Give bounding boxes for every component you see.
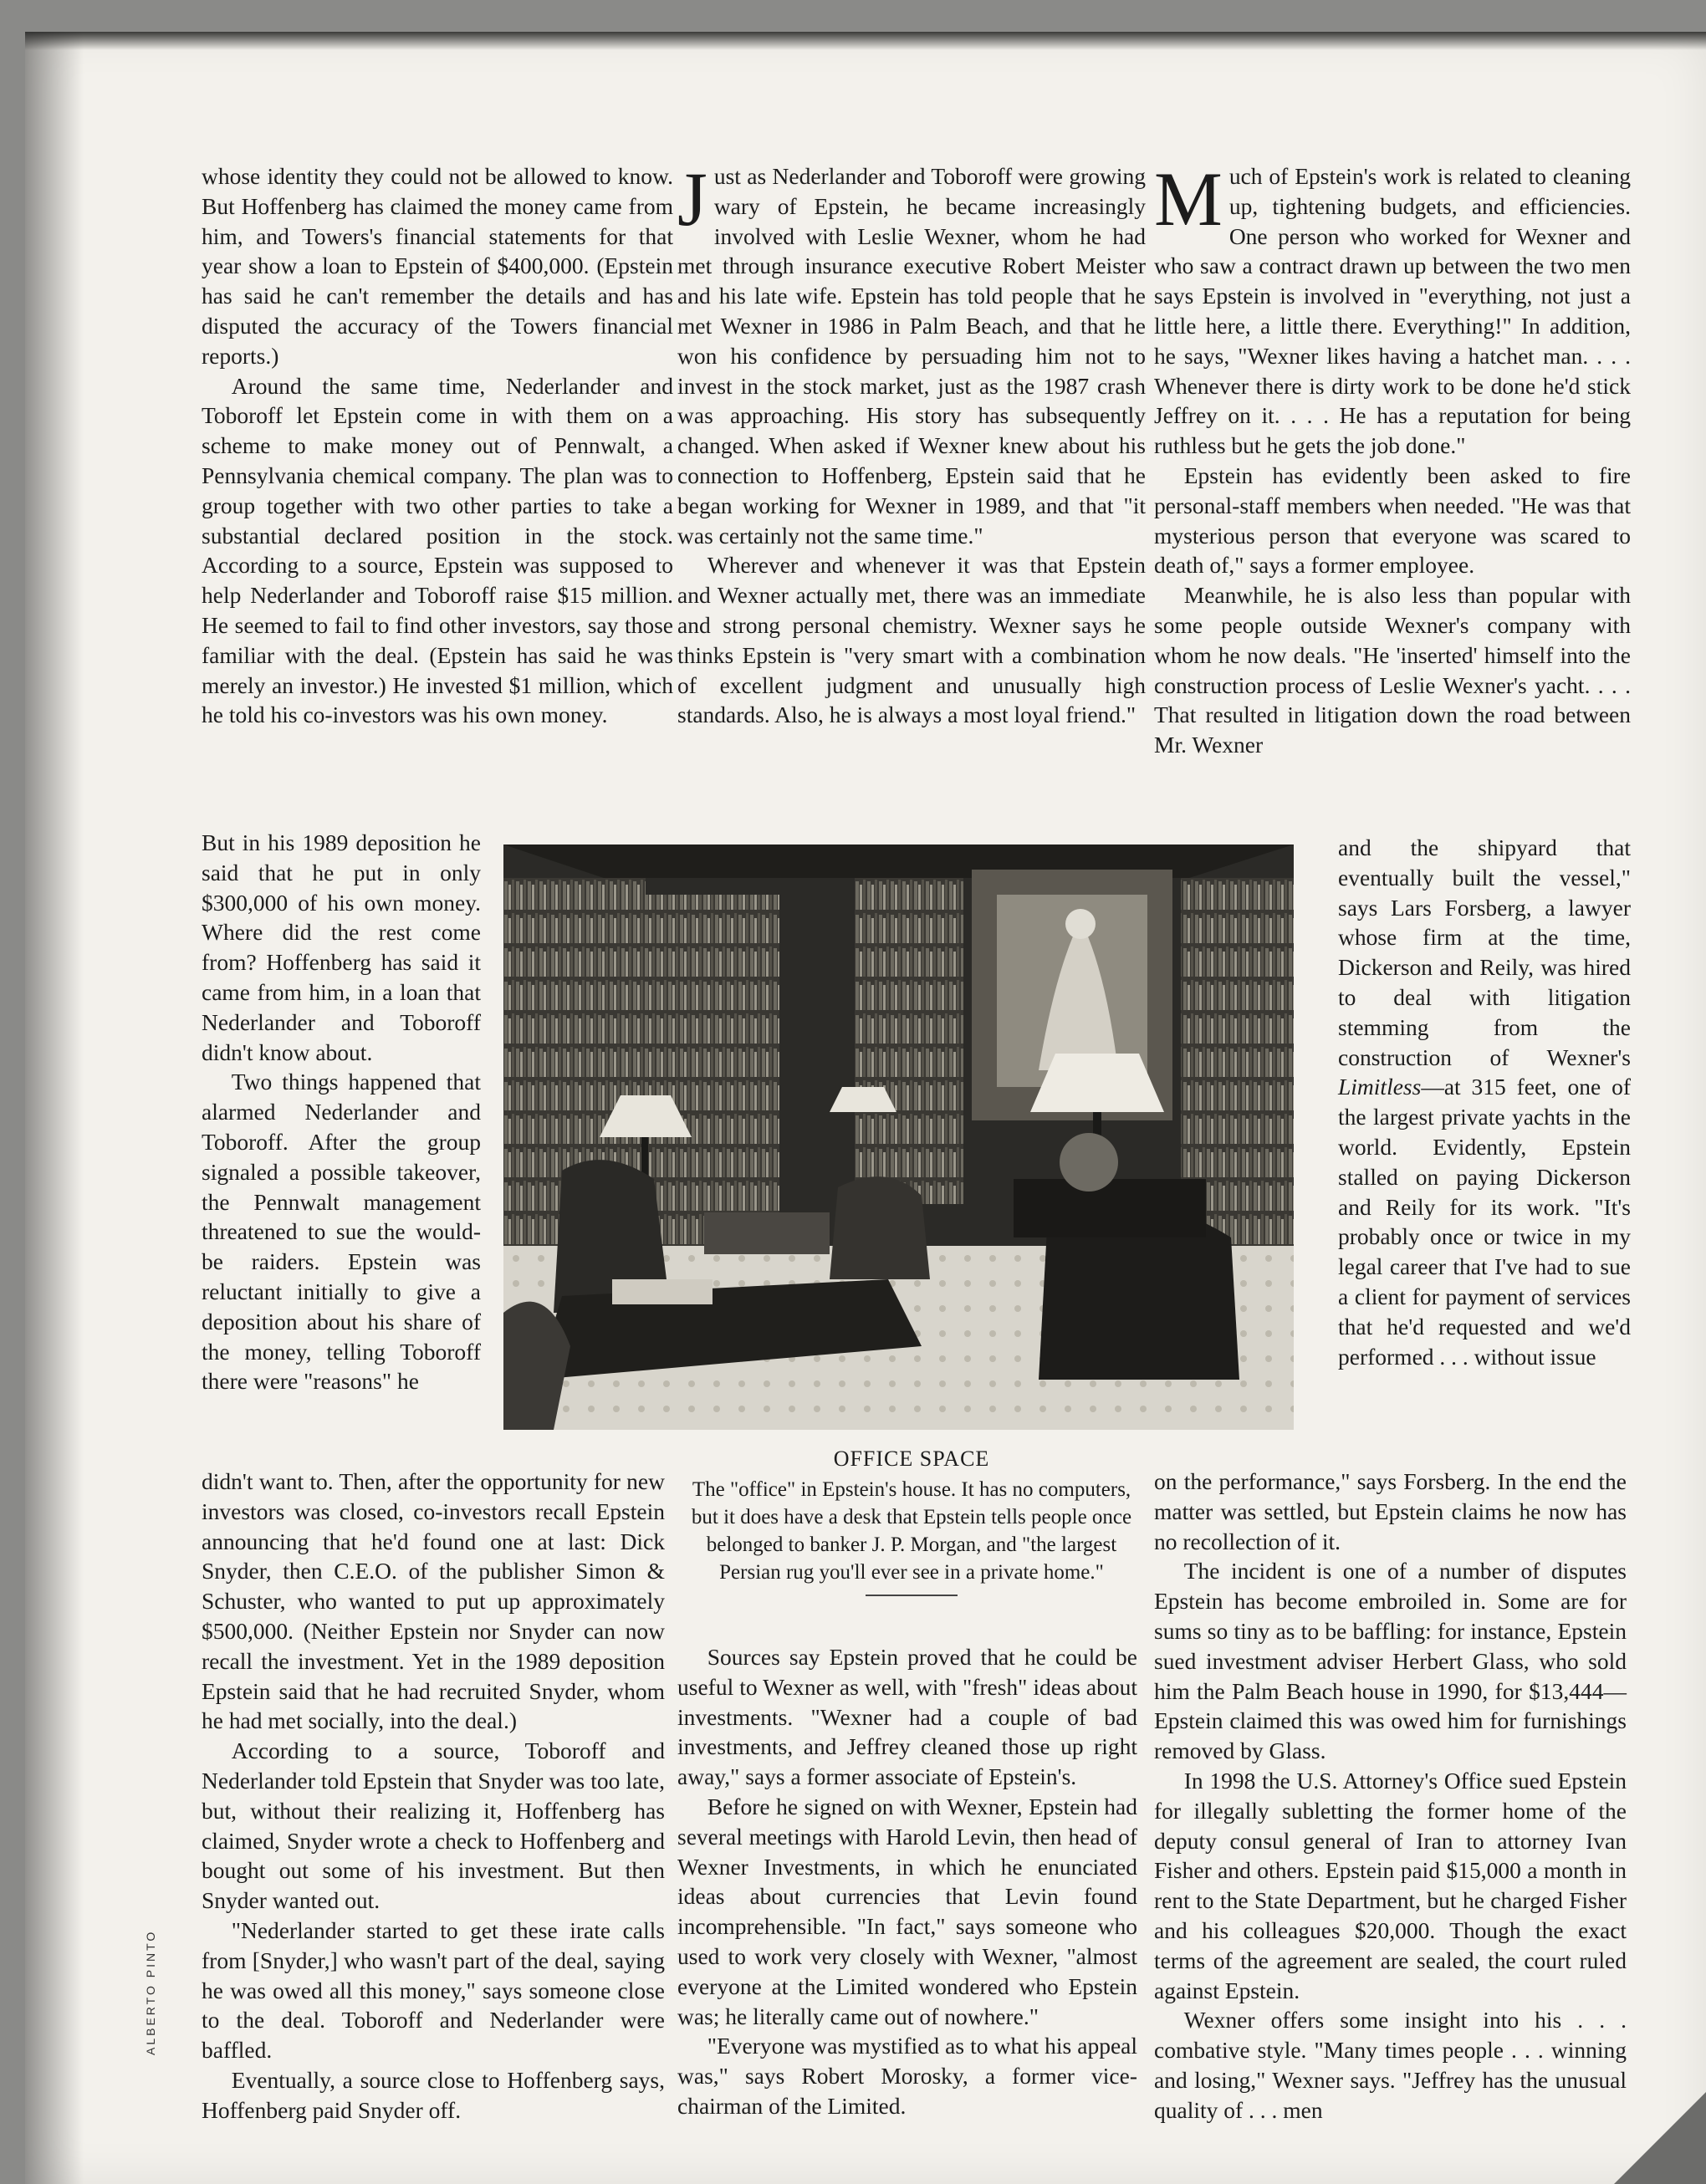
- col3-lower-paragraph-4: Wexner offers some insight into his . . . combative style. "Many times people . . . winning and losing," Wexner says. "Jeffrey has the unusual quality of . . . men: [1154, 2007, 1627, 2123]
- drop-cap-m: M: [1154, 156, 1223, 242]
- page-corner-fold: [1614, 2092, 1706, 2184]
- col3-paragraph-1: [1154, 156, 1631, 461]
- col1-paragraph-1: whose identity they could not be allowed to know. But Hoffenberg has claimed the money came from him, and Towers's financial statements for that year show a loan to Epstein of $400,000. (Epstein has said he can't remember the details and has disputed the accuracy of the Towers financial reports.): [202, 163, 673, 369]
- col2-lower-paragraph-1: Sources say Epstein proved that he could be useful to Wexner as well, with "fresh" ideas about investments. "Wexner had a couple of bad investments, and Jeffrey cleaned those up right away," says a former associate of Epstein's.: [677, 1644, 1137, 1790]
- column-3-wrap: [1338, 833, 1631, 1371]
- col1-paragraph-2: Around the same time, Nederlander and Toboroff let Epstein come in with them on a scheme to make money out of Pennwalt, a Pennsylvania chemical company. The plan was to group together with two other parties to take a substantial declared position in the stock. According to a source, Epstein was supposed to help Nederlander and Toboroff raise $15 million. He seemed to fail to find other investors, say those familiar with the deal. (Epstein has said he was merely an investor.) He invested $1 million, which he told his co-investors was his own money.: [202, 372, 673, 728]
- col3-wrap-text-a: and the shipyard that eventually built the vessel," says Lars Forsberg, a lawyer whose firm at the time, Dickerson and Reily, was hired to deal with litigation stemming from the construction of Wexner's: [1338, 834, 1631, 1070]
- col3-wrap-text-b: —at 315 feet, one of the largest private yachts in the world. Evidently, Epstein stalled on paying Dickerson and Reily for its work. "It's probably once or twice in my legal career that I've had to sue a client for payment of services that he'd requested and we'd performed . . . without issue: [1338, 1074, 1631, 1370]
- col3-wrap-paragraph-1: [1338, 833, 1631, 1371]
- col1-lower-paragraph-2: According to a source, Toboroff and Nederlander told Epstein that Snyder was too late, but, without their realizing it, Hoffenberg has claimed, Snyder wrote a check to Hoffenberg and bought out some of his investment. But then Snyder wanted out.: [202, 1738, 665, 1914]
- drop-cap-j: J: [677, 156, 707, 242]
- caption-body: The "office" in Epstein's house. It has no computers, but it does have a desk that Epstein tells people once belonged to banker J. P. Morgan, and "the largest Persian rug you'll ever see in a private home.": [691, 1478, 1132, 1584]
- col2-paragraph-1: [677, 156, 1146, 550]
- page-top-shadow: [25, 32, 1706, 50]
- col2-lower-paragraph-2: Before he signed on with Wexner, Epstein had several meetings with Harold Levin, then head of Wexner Investments, in which he enunciated ideas about currencies that Levin found incomprehensible. "In fact," says someone who used to work very closely with Wexner, "almost everyone at the Limited wondered who Epstein was; he literally came out of nowhere.": [677, 1793, 1137, 2029]
- column-1: [202, 161, 673, 730]
- col2-lower-paragraph-3: "Everyone was mystified as to what his appeal was," says Robert Morosky, a former vice-chairman of the Limited.: [677, 2033, 1137, 2119]
- col2-paragraph-2: Wherever and whenever it was that Epstein and Wexner actually met, there was an immediate and strong personal chemistry. Wexner says he thinks Epstein is "very smart with a combination of excellent judgment and unusually high standards. Also, he is always a most loyal friend.": [677, 552, 1146, 728]
- caption-rule: [866, 1595, 958, 1596]
- photo-credit: ALBERTO PINTO: [144, 1929, 157, 2055]
- column-3-lower: [1154, 1467, 1627, 2125]
- col3-paragraph-2: Epstein has evidently been asked to fire personal-staff members when needed. "He was that mysterious person that everyone was scared to death of," says a former employee.: [1154, 462, 1631, 579]
- col2-paragraph-1-text: ust as Nederlander and Toboroff were growing wary of Epstein, he became increasingly involved with Leslie Wexner, whom he had met through insurance executive Robert Meister and his late wife. Epstein has told people that he met Wexner in 1986 in Palm Beach, and that he won his confidence by persuading him not to invest in the stock market, just as the 1987 crash was approaching. His story has subsequently changed. When asked if Wexner knew about his connection to Hoffenberg, Epstein said that he began working for Wexner in 1989, and that "it was certainly not the same time.": [677, 163, 1146, 549]
- column-1-lower: [202, 1467, 665, 2125]
- caption-heading: OFFICE SPACE: [833, 1447, 990, 1471]
- col1-wrap-paragraph-2: Two things happened that alarmed Nederlander and Toboroff. After the group signaled a possible takeover, the Pennwalt management threatened to sue the would-be raiders. Epstein was reluctant initially to give a deposition about his share of the money, telling Toboroff there were "reasons" he: [202, 1069, 481, 1395]
- col1-wrap-paragraph-1: But in his 1989 deposition he said that he put in only $300,000 of his own money. Where did the rest come from? Hoffenberg has said it came from him, in a loan that Nederlander and Toboroff didn't know about.: [202, 829, 481, 1065]
- column-2-lower: [677, 1642, 1137, 2121]
- column-2: [677, 156, 1146, 730]
- col3-lower-paragraph-3: In 1998 the U.S. Attorney's Office sued Epstein for illegally subletting the former home of the deputy consul general of Iran to attorney Ivan Fisher and others. Epstein paid $15,000 a month in rent to the State Department, but he charged Fisher and his colleagues $20,000. Though the exact terms of the agreement are sealed, the court ruled against Epstein.: [1154, 1767, 1627, 2003]
- col1-lower-paragraph-4: Eventually, a source close to Hoffenberg says, Hoffenberg paid Snyder off.: [202, 2066, 665, 2123]
- page-binding-shadow: [25, 32, 84, 2184]
- office-photo: [503, 845, 1294, 1430]
- column-3: [1154, 156, 1631, 760]
- col1-lower-paragraph-3: "Nederlander started to get these irate calls from [Snyder,] who wasn't part of the deal, saying he was owed all this money," says someone close to the deal. Toboroff and Nederlander were baffled.: [202, 1916, 665, 2064]
- yacht-name: Limitless: [1338, 1074, 1422, 1100]
- col3-paragraph-1-text: uch of Epstein's work is related to cleaning up, tightening budgets, and efficiencies. One person who worked for Wexner and who saw a contract drawn up between the two men says Epstein is involved in "everything, not just a little here, a little there. Everything!" In addition, he says, "Wexner likes having a hatchet man. . . . Whenever there is dirty work to be done he'd stick Jeffrey on it. . . . He has a reputation for being ruthless but he gets the job done.": [1154, 163, 1631, 459]
- column-1-wrap: [202, 828, 481, 1396]
- col3-paragraph-3: Meanwhile, he is also less than popular with some people outside Wexner's company with whom he now deals. "He 'inserted' himself into the construction process of Leslie Wexner's yacht. . . . That resulted in litigation down the road between Mr. Wexner: [1154, 582, 1631, 758]
- magazine-page: [25, 32, 1706, 2184]
- col3-lower-paragraph-2: The incident is one of a number of disputes Epstein has become embroiled in. Some are for sums so tiny as to be baffling: for instance, Epstein sued investment adviser Herbert Glass, who sold him the Palm Beach house in 1990, for $13,444—Epstein claimed this was owed him for furnishings removed by Glass.: [1154, 1558, 1627, 1764]
- library-illustration: [503, 845, 1294, 1430]
- col3-lower-paragraph-1: on the performance," says Forsberg. In the end the matter was settled, but Epstein claims he now has no recollection of it.: [1154, 1468, 1627, 1554]
- photo-caption: [677, 1445, 1146, 1596]
- col1-lower-paragraph-1: didn't want to. Then, after the opportunity for new investors was closed, co-investors recall Epstein announcing that he'd found one at last: Dick Snyder, then C.E.O. of the publisher Simon & Schuster, who wanted to put up approximately $500,000. (Neither Epstein nor Snyder can now recall the investment. Yet in the 1989 deposition Epstein said that he had recruited Snyder, whom he had met socially, into the deal.): [202, 1468, 665, 1734]
